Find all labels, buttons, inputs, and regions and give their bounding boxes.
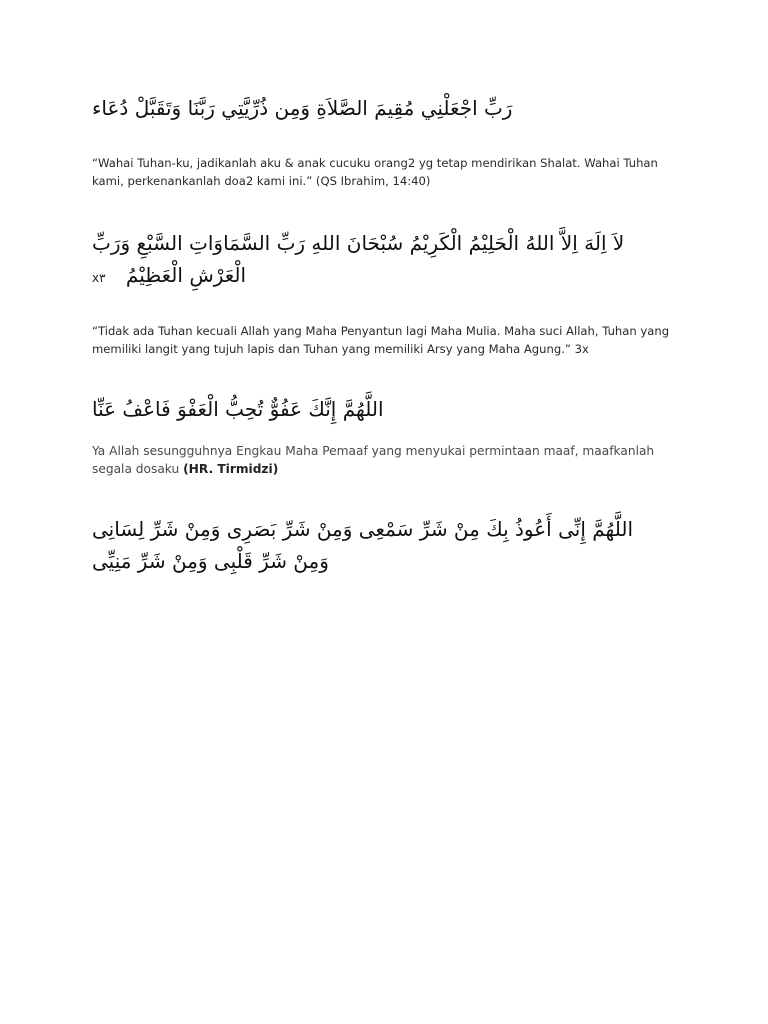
prayer-1-translation [92, 154, 677, 190]
prayer-3-arabic-text: اللَّهُمَّ إِنَّكَ عَفُوٌّ تُحِبُّ الْعَفْوَ فَاعْفُ عَنِّا [92, 397, 384, 421]
prayer-2-arabic [92, 227, 652, 294]
prayer-1-arabic-text: رَبِّ اجْعَلْنِي مُقِيمَ الصَّلاَةِ وَمِن ذُرِّيَّتِي رَبَّنَا وَتَقَبَّلْ دُعَاء [92, 96, 513, 120]
prayer-3-arabic [92, 393, 652, 425]
prayer-3-translation [92, 442, 677, 478]
prayer-2-translation [92, 322, 677, 358]
prayer-3-reference: (HR. Tirmidzi) [183, 462, 279, 476]
prayer-2-repeat-count: x٣ [92, 271, 106, 285]
prayer-1-translation-text: “Wahai Tuhan-ku, jadikanlah aku & anak cucuku orang2 yg tetap mendirikan Shalat. Wahai Tuhan kami, perkenankanlah doa2 kami ini.” (QS Ibrahim, 14:40) [92, 156, 658, 188]
prayer-3-translation-text: Ya Allah sesungguhnya Engkau Maha Pemaaf yang menyukai permintaan maaf, maafkanlah segala dosaku [92, 444, 655, 476]
prayer-1-arabic [92, 92, 652, 124]
prayer-4-arabic-text: اللَّهُمَّ إِنِّى أَعُوذُ بِكَ مِنْ شَرِّ سَمْعِى وَمِنْ شَرِّ بَصَرِى وَمِنْ شَرِّ لِسَانِى وَمِنْ شَرِّ قَلْبِى وَمِنْ شَرِّ مَنِيِّى [92, 517, 634, 573]
prayer-2-translation-text: “Tidak ada Tuhan kecuali Allah yang Maha Penyantun lagi Maha Mulia. Maha suci Allah, Tuhan yang memiliki langit yang tujuh lapis dan Tuhan yang memiliki Arsy yang Maha Agung.” 3x [92, 324, 670, 356]
prayer-4-arabic [92, 513, 652, 577]
prayer-2-arabic-text: لاَ اِلَهَ اِلاَّ اللهُ الْحَلِيْمُ الْكَرِيْمُ سُبْحَانَ اللهِ رَبِّ السَّمَاوَاتِ السَّبْعِ وَرَبِّ الْعَرْشِ الْعَظِيْمُ [92, 231, 625, 287]
